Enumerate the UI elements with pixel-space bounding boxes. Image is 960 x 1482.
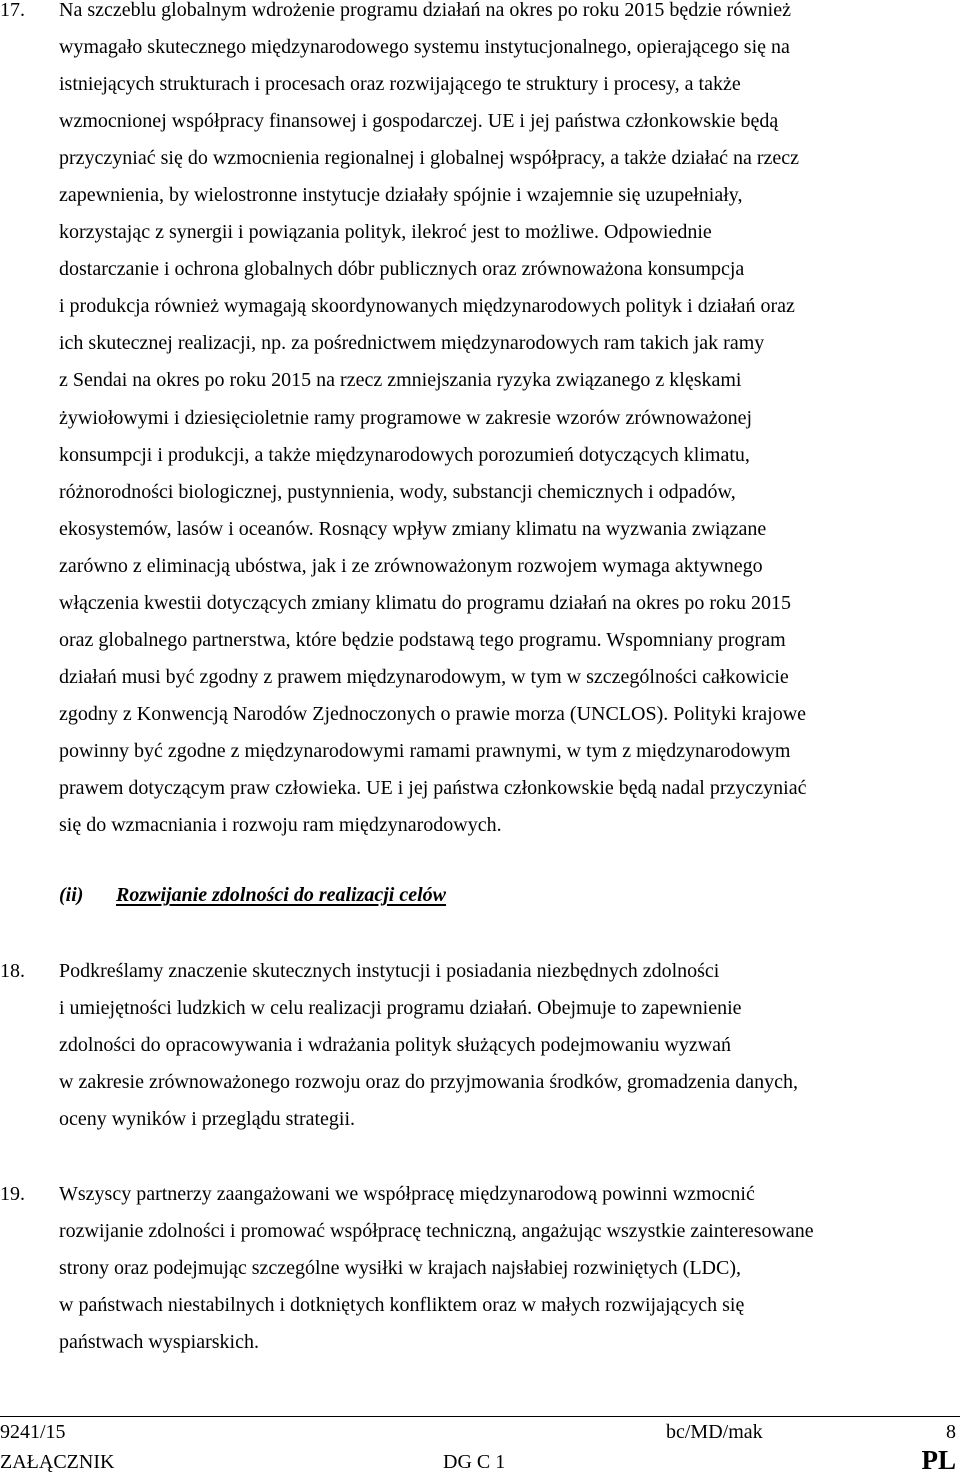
section-title: Rozwijanie zdolności do realizacji celów xyxy=(116,884,447,906)
text-line: przyczyniać się do wzmocnienia regionalnej i globalnej współpracy, a także działać na rzecz xyxy=(59,147,800,170)
text-line: strony oraz podejmując szczególne wysiłki w krajach najsłabiej rozwiniętych (LDC), xyxy=(59,1257,741,1279)
text-line: oceny wyników i przeglądu strategii. xyxy=(59,1108,356,1130)
text-line: z Sendai na okres po roku 2015 na rzecz zmniejszania ryzyka związanego z klęskami xyxy=(59,369,742,392)
text-line: zapewnienia, by wielostronne instytucje działały spójnie i wzajemnie się uzupełniały, xyxy=(59,184,743,207)
text-line: w zakresie zrównoważonego rozwoju oraz do przyjmowania środków, gromadzenia danych, xyxy=(59,1071,798,1093)
text-line: zdolności do opracowywania i wdrażania polityk służących podejmowaniu wyzwań xyxy=(59,1034,732,1056)
text-line: różnorodności biologicznej, pustynnienia, wody, substancji chemicznych i odpadów, xyxy=(59,480,736,503)
paragraph-body xyxy=(59,953,956,1138)
text-line: ich skutecznej realizacji, np. za pośrednictwem międzynarodowych ram takich jak ramy xyxy=(59,332,765,355)
text-line: się do wzmacniania i rozwoju ram międzynarodowych. xyxy=(59,814,502,837)
document-reference: 9241/15 xyxy=(0,1421,66,1443)
paragraph-body xyxy=(59,1176,956,1361)
text-line: Podkreślamy znaczenie skutecznych instytucji i posiadania niezbędnych zdolności xyxy=(59,960,720,982)
text-line: w państwach niestabilnych i dotkniętych konfliktem oraz w małych rozwijających się xyxy=(59,1294,745,1316)
footer-divider xyxy=(0,1416,960,1417)
directorate-label: DG C 1 xyxy=(443,1451,506,1473)
paragraph-number: 17. xyxy=(0,0,25,21)
text-line: konsumpcji i produkcji, a także międzynarodowych porozumień dotyczących klimatu, xyxy=(59,443,750,466)
section-number: (ii) xyxy=(59,884,84,906)
page-number: 8 xyxy=(946,1421,956,1443)
text-line: państwach wyspiarskich. xyxy=(59,1331,259,1353)
text-line: dostarczanie i ochrona globalnych dóbr publicznych oraz zrównoważona konsumpcja xyxy=(59,258,745,281)
text-line: istniejących strukturach i procesach oraz rozwijającego te struktury i procesy, a także xyxy=(59,73,741,96)
text-line: żywiołowymi i dziesięcioletnie ramy programowe w zakresie wzorów zrównoważonej xyxy=(59,406,753,429)
text-line: ekosystemów, lasów i oceanów. Rosnący wpływ zmiany klimatu na wyzwania związane xyxy=(59,517,767,540)
author-initials: bc/MD/mak xyxy=(666,1421,763,1443)
paragraph-number: 19. xyxy=(0,1183,25,1205)
paragraph-number: 18. xyxy=(0,960,25,982)
text-line: włączenia kwestii dotyczących zmiany klimatu do programu działań na okres po roku 2015 xyxy=(59,591,791,614)
paragraph-body xyxy=(59,0,956,844)
text-line: korzystając z synergii i powiązania polityk, ilekroć jest to możliwe. Odpowiednie xyxy=(59,221,712,244)
text-line: prawem dotyczącym praw człowieka. UE i jej państwa członkowskie będą nadal przyczyniać xyxy=(59,776,807,799)
text-line: oraz globalnego partnerstwa, które będzie podstawą tego programu. Wspomniany program xyxy=(59,628,786,651)
text-line: działań musi być zgodny z prawem międzynarodowym, w tym w szczególności całkowicie xyxy=(59,665,789,688)
text-line: i umiejętności ludzkich w celu realizacji programu działań. Obejmuje to zapewnienie xyxy=(59,997,742,1019)
annex-label: ZAŁĄCZNIK xyxy=(0,1451,115,1473)
text-line: Wszyscy partnerzy zaangażowani we współpracę międzynarodową powinni wzmocnić xyxy=(59,1183,755,1205)
text-line: zarówno z eliminacją ubóstwa, jak i ze zrównoważonym rozwojem wymaga aktywnego xyxy=(59,554,763,577)
text-line: wymagało skutecznego międzynarodowego systemu instytucjonalnego, opierającego się na xyxy=(59,36,790,59)
text-line: zgodny z Konwencją Narodów Zjednoczonych o prawie morza (UNCLOS). Polityki krajowe xyxy=(59,702,807,725)
text-line: i produkcja również wymagają skoordynowanych międzynarodowych polityk i działań oraz xyxy=(59,295,795,318)
language-code: PL xyxy=(921,1445,956,1475)
text-line: Na szczeblu globalnym wdrożenie programu działań na okres po roku 2015 będzie również xyxy=(59,0,791,21)
text-line: wzmocnionej współpracy finansowej i gospodarczej. UE i jej państwa członkowskie będą xyxy=(59,110,779,133)
text-line: powinny być zgodne z międzynarodowymi ramami prawnymi, w tym z międzynarodowym xyxy=(59,739,791,762)
text-line: rozwijanie zdolności i promować współpracę techniczną, angażując wszystkie zainteresowane xyxy=(59,1220,814,1242)
